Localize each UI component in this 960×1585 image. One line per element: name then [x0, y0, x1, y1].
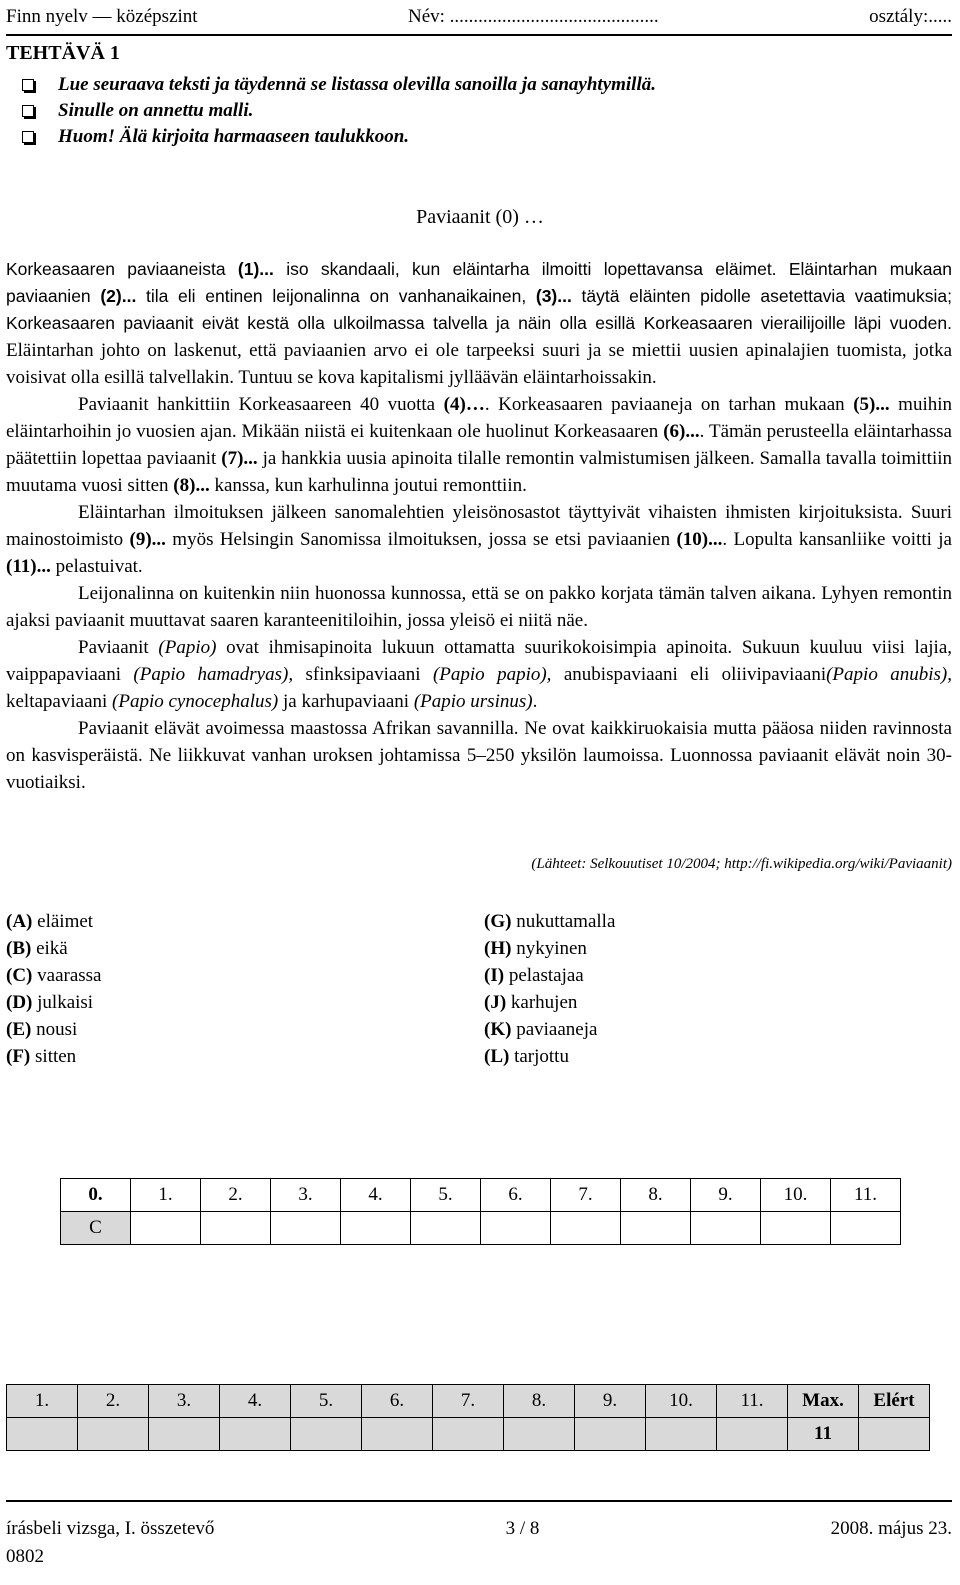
word-option: (E) nousi [6, 1019, 78, 1040]
word-option: (F) sitten [6, 1046, 77, 1067]
score-col-7: 7. [433, 1385, 504, 1418]
paragraph-2: Paviaanit hankittiin Korkeasaareen 40 vuotta (4)…. Korkeasaaren paviaaneja on tarhan mukaan (5)... muihin eläintarhoihin jo vuosien ajan. Mikään niistä ei kuitenkaan ole huolinut Korkeasaaren (6).... Tämän perusteella eläintarhassa päätettiin lopettaa paviaanit (7)... ja hankkia uusia apinoita tilalle remontin valmistumisen jälkeen. Samalla tavalla toimittiin muutama vuosi sitten (8)... kanssa, kun karhulinna joutui remonttiin. [6, 394, 953, 496]
instruction-item: Lue seuraava teksti ja täydennä se listassa olevilla sanoilla ja sanayhtymillä. [6, 72, 952, 98]
score-cell-elert [859, 1418, 930, 1451]
instruction-item: Sinulle on annettu malli. [6, 98, 952, 124]
word-option: (J) karhujen [484, 992, 578, 1013]
score-col-9: 9. [575, 1385, 646, 1418]
footer-code: 0802 [6, 1546, 44, 1567]
score-col-elert: Elért [859, 1385, 930, 1418]
answer-table-header-row [61, 1179, 901, 1212]
score-col-11: 11. [717, 1385, 788, 1418]
answer-table-value-row [61, 1212, 901, 1245]
word-option: (H) nykyinen [484, 938, 587, 959]
answer-col-6: 6. [481, 1179, 551, 1212]
answer-cell-9[interactable] [691, 1212, 761, 1245]
gap-7: (7)... [221, 448, 258, 469]
paragraph-3: Eläintarhan ilmoituksen jälkeen sanomalehtien yleisönosastot täyttyivät vihaisten ihmisten kirjoituksista. Suuri mainostoimisto (9)... myös Helsingin Sanomissa ilmoituksen, jossa se etsi paviaanien (10).... Lopulta kansanliike voitti ja (11)... pelastuivat. [6, 502, 952, 577]
footer-exam-label: írásbeli vizsga, I. összetevő [6, 1518, 215, 1539]
gap-9: (9)... [129, 529, 166, 550]
answer-table [60, 1178, 901, 1245]
score-col-8: 8. [504, 1385, 575, 1418]
word-option: (L) tarjottu [484, 1046, 569, 1067]
score-cell-8 [504, 1418, 575, 1451]
score-cell-5 [291, 1418, 362, 1451]
answer-col-4: 4. [341, 1179, 411, 1212]
checkbox-bullet-icon [22, 105, 34, 117]
answer-cell-2[interactable] [201, 1212, 271, 1245]
gap-2: (2)... [100, 286, 137, 306]
word-list-right [484, 908, 615, 1070]
answer-col-9: 9. [691, 1179, 761, 1212]
gap-3: (3)... [535, 286, 572, 306]
answer-cell-5[interactable] [411, 1212, 481, 1245]
answer-cell-0: C [61, 1212, 131, 1245]
score-cell-2 [78, 1418, 149, 1451]
score-cell-6 [362, 1418, 433, 1451]
gap-8: (8)... [173, 475, 210, 496]
paragraph-6: Paviaanit elävät avoimessa maastossa Afrikan savannilla. Ne ovat kaikkiruokaisia mutta pääosa niiden ravinnosta on kasvisperäistä. Ne liikkuvat vanhan uroksen johtamissa 5–250 yksilön laumoissa. Luonnossa paviaanit elävät noin 30-vuotiaiksi. [6, 718, 952, 793]
instruction-item: Huom! Älä kirjoita harmaaseen taulukkoon. [6, 124, 952, 150]
score-table-value-row [7, 1418, 930, 1451]
answer-cell-1[interactable] [131, 1212, 201, 1245]
word-option: (C) vaarassa [6, 965, 102, 986]
header-subject: Finn nyelv — középszint [6, 6, 198, 27]
word-option: (K) paviaaneja [484, 1019, 598, 1040]
gap-4: (4)… [443, 394, 485, 415]
gap-1: (1)... [237, 259, 274, 279]
score-cell-4 [220, 1418, 291, 1451]
score-col-3: 3. [149, 1385, 220, 1418]
page-header [6, 0, 952, 36]
score-col-1: 1. [7, 1385, 78, 1418]
word-option: (A) eläimet [6, 911, 94, 932]
answer-col-8: 8. [621, 1179, 691, 1212]
score-cell-9 [575, 1418, 646, 1451]
score-cell-1 [7, 1418, 78, 1451]
answer-cell-10[interactable] [761, 1212, 831, 1245]
paragraph-5: Paviaanit (Papio) ovat ihmisapinoita lukuun ottamatta suurikokoisimpia apinoita. Sukuun kuuluu viisi lajia, vaippapaviaani (Papio hamadryas), sfinksipaviaani (Papio papio), anubispaviaani eli oliivipaviaani(Papio anubis), keltapaviaani (Papio cynocephalus) ja karhupaviaani (Papio ursinus). [6, 637, 952, 712]
score-col-2: 2. [78, 1385, 149, 1418]
answer-col-0: 0. [61, 1179, 131, 1212]
answer-col-7: 7. [551, 1179, 621, 1212]
score-col-6: 6. [362, 1385, 433, 1418]
score-table [6, 1384, 930, 1451]
gap-11: (11)... [6, 556, 51, 577]
word-option: (D) julkaisi [6, 992, 94, 1013]
score-col-4: 4. [220, 1385, 291, 1418]
header-name-field: Név: ............................................ [408, 6, 659, 27]
text-title: Paviaanit (0) … [416, 206, 544, 228]
answer-cell-7[interactable] [551, 1212, 621, 1245]
score-cell-11 [717, 1418, 788, 1451]
score-col-5: 5. [291, 1385, 362, 1418]
reading-text [6, 256, 952, 796]
paragraph-4: Leijonalinna on kuitenkin niin huonossa kunnossa, että se on pakko korjata tämän talven aikana. Lyhyen remontin ajaksi paviaanit muuttavat saaren karanteenitiloihin, jossa yleisö ei niitä näe. [6, 583, 952, 631]
gap-10: (10)... [676, 529, 723, 550]
task-title: TEHTÄVÄ 1 [6, 42, 120, 64]
answer-col-1: 1. [131, 1179, 201, 1212]
instructions-list [6, 72, 952, 150]
paragraph-1: Korkeasaaren paviaaneista (1)... iso skandaali, kun eläintarha ilmoitti lopettavansa eläimet. Eläintarhan mukaan paviaanien (2)... tila eli entinen leijonalinna on vanhanaikainen, (3)... täytä eläinten pidolle asetettavia vaatimuksia; Korkeasaaren paviaanit eivät kestä olla ulkoilmassa talvella ja näin olla esillä Korkeasaaren vierailijoille läpi vuoden. Eläintarhan johto on laskenut, että paviaanien arvo ei ole tarpeeksi suuri ja se miettii uusien apinalajien tuomista, jotka voisivat olla esillä talvellakin. Tuntuu se kova kapitalismi jylläävän eläintarhoissakin. [6, 259, 952, 388]
footer-rule [6, 1500, 952, 1502]
score-table-header-row [7, 1385, 930, 1418]
answer-cell-4[interactable] [341, 1212, 411, 1245]
word-option: (B) eikä [6, 938, 68, 959]
answer-col-3: 3. [271, 1179, 341, 1212]
answer-col-11: 11. [831, 1179, 901, 1212]
word-option: (G) nukuttamalla [484, 911, 616, 932]
source-note: (Lähteet: Selkouutiset 10/2004; http://fi.wikipedia.org/wiki/Paviaanit) [531, 856, 952, 872]
answer-cell-8[interactable] [621, 1212, 691, 1245]
word-option: (I) pelastajaa [484, 965, 584, 986]
answer-col-2: 2. [201, 1179, 271, 1212]
footer-page-number: 3 / 8 [505, 1518, 540, 1539]
answer-cell-11[interactable] [831, 1212, 901, 1245]
score-col-max: Max. [788, 1385, 859, 1418]
gap-5: (5)... [853, 394, 890, 415]
footer-date: 2008. május 23. [830, 1518, 952, 1539]
gap-6: (6)... [663, 421, 700, 442]
score-cell-max: 11 [788, 1418, 859, 1451]
answer-cell-6[interactable] [481, 1212, 551, 1245]
score-cell-7 [433, 1418, 504, 1451]
answer-cell-3[interactable] [271, 1212, 341, 1245]
page-footer [6, 1518, 952, 1540]
checkbox-bullet-icon [22, 79, 34, 91]
word-list-left [6, 908, 102, 1070]
score-col-10: 10. [646, 1385, 717, 1418]
checkbox-bullet-icon [22, 131, 34, 143]
header-class-field: osztály:..... [869, 6, 952, 27]
answer-col-5: 5. [411, 1179, 481, 1212]
score-cell-3 [149, 1418, 220, 1451]
answer-col-10: 10. [761, 1179, 831, 1212]
score-cell-10 [646, 1418, 717, 1451]
